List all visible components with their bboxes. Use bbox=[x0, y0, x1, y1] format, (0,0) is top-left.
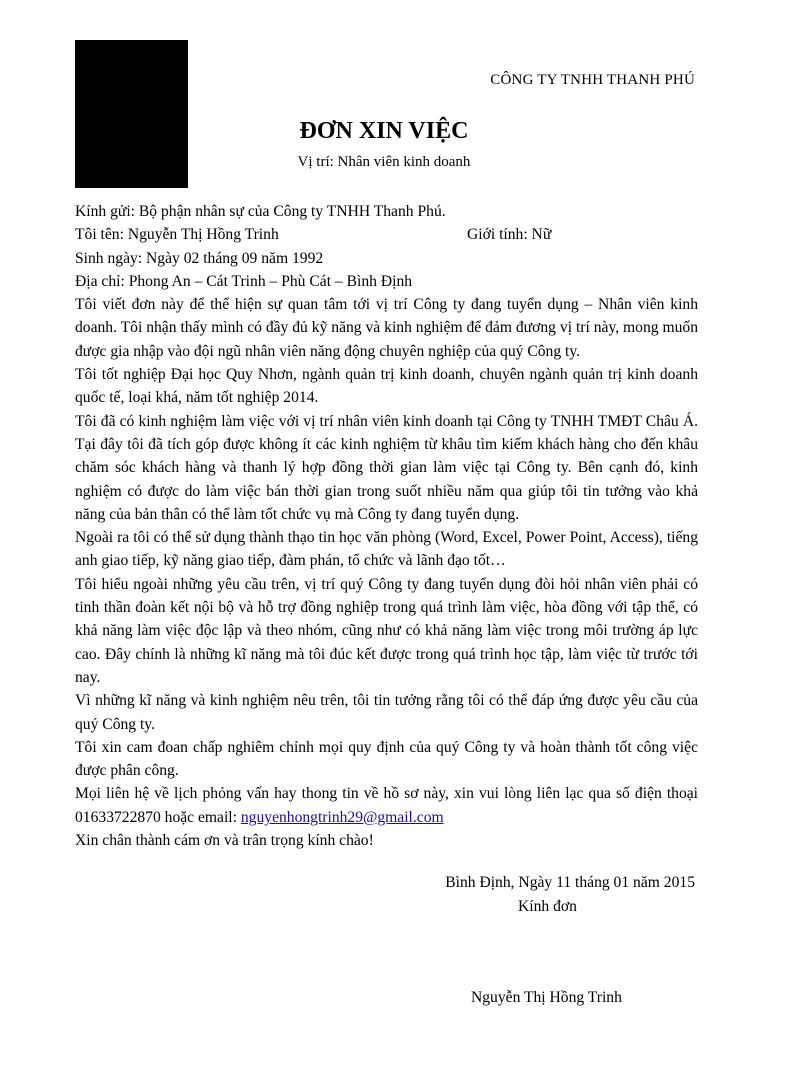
signer-name: Nguyễn Thị Hồng Trinh bbox=[471, 989, 622, 1006]
name-gender-row bbox=[75, 223, 698, 246]
gender-line: Giới tính: Nữ bbox=[467, 226, 552, 244]
paragraph-interest: Tôi viết đơn này để thể hiện sự quan tâm tới vị trí Công ty đang tuyển dụng – Nhân viên kinh doanh. Tôi nhận thấy mình có đầy đủ kỹ năng và kinh nghiệm để đảm đương vị trí này, mong muốn được gia nhập vào đội ngũ nhân viên năng động chuyên nghiệp của quý Công ty. bbox=[75, 296, 698, 360]
dob-line: Sinh ngày: Ngày 02 tháng 09 năm 1992 bbox=[75, 249, 324, 267]
name-line: Tôi tên: Nguyễn Thị Hồng Trinh bbox=[75, 226, 279, 244]
company-name: CÔNG TY TNHH THANH PHÚ bbox=[490, 72, 695, 88]
address-line: Địa chỉ: Phong An – Cát Trinh – Phù Cát – Bình Định bbox=[75, 272, 413, 290]
paragraph-requirements: Tôi hiểu ngoài những yêu cầu trên, vị trí quý Công ty đang tuyển dụng đòi hỏi nhân viên phải có tinh thần đoàn kết nội bộ và hỗ trợ đồng nghiệp trong quá trình làm việc, hòa đồng với tập thể, có khả năng làm việc độc lập và theo nhóm, cũng như có khả năng làm việc trong môi trường áp lực cao. Đây chính là những kĩ năng mà tôi đúc kết được trong quá trình học tập, làm việc từ trước tới nay. bbox=[75, 575, 698, 686]
position-line: Vị trí: Nhân viên kinh doanh bbox=[297, 154, 471, 170]
recipient-line: Kính gửi: Bộ phận nhân sự của Công ty TNHH Thanh Phú. bbox=[75, 203, 446, 220]
thanks-line: Xin chân thành cám ơn và trân trọng kính chào! bbox=[75, 832, 374, 850]
paragraph-confidence: Vì những kĩ năng và kinh nghiệm nêu trên, tôi tin tưởng rằng tôi có thể đáp ứng được yêu cầu của quý Công ty. bbox=[75, 692, 698, 733]
paragraph-commitment: Tôi xin cam đoan chấp nghiêm chỉnh mọi quy định của quý Công ty và hoàn thành tốt công việc được phân công. bbox=[75, 738, 698, 780]
closing-line: Kính đơn bbox=[518, 898, 577, 915]
letter-body bbox=[75, 200, 698, 852]
paragraph-skills: Ngoài ra tôi có thể sử dụng thành thạo tin học văn phòng (Word, Excel, Power Point, Access), tiếng anh giao tiếp, kỹ năng giao tiếp, đàm phán, tổ chức và lãnh đạo tốt… bbox=[75, 529, 698, 570]
paragraph-education: Tôi tốt nghiệp Đại học Quy Nhơn, ngành quản trị kinh doanh, chuyên ngành quản trị kinh doanh quốc tế, loại khá, năm tốt nghiệp 2014. bbox=[75, 366, 698, 407]
email-link[interactable]: nguyenhongtrinh29@gmail.com bbox=[240, 808, 444, 826]
document-title: ĐƠN XIN VIỆC bbox=[299, 118, 469, 144]
contact-text: Mọi liên hệ về lịch phỏng vấn hay thong tin về hồ sơ này, xin vui lòng liên lạc qua số điện thoại 01633722870 hoặc email: bbox=[75, 785, 698, 826]
paragraph-contact bbox=[75, 782, 698, 829]
paragraph-experience: Tôi đã có kinh nghiệm làm việc với vị trí nhân viên kinh doanh tại Công ty TNHH TMĐT Châu Á. Tại đây tôi đã tích góp được không ít các kinh nghiệm từ khâu tìm kiếm khách hàng cho đến khâu chăm sóc khách hàng và thanh lý hợp đồng thời gian làm việc tại Công ty. Bên cạnh đó, kinh nghiệm có được do làm việc bán thời gian trong suốt nhiều năm qua giúp tôi tin tưởng vào khả năng của bản thân có thể làm tốt chức vụ mà Công ty đang tuyển dụng. bbox=[75, 412, 698, 523]
place-date: Bình Định, Ngày 11 tháng 01 năm 2015 bbox=[445, 874, 695, 891]
